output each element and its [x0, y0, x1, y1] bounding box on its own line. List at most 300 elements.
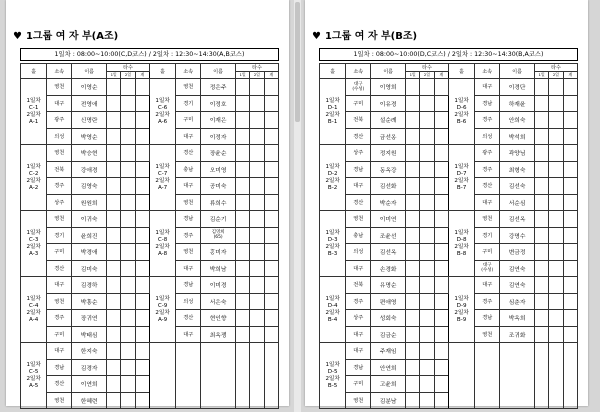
player-name: 이경단 — [500, 79, 535, 96]
player-region: 대구 — [176, 178, 201, 195]
schedule-bar: 1일차 : 08:00~10:00(C,D코스) / 2일차 : 12:30~14:30(A,B코스) — [20, 48, 279, 61]
player-name: 이정호 — [201, 95, 236, 112]
score-day2-cell[interactable] — [250, 260, 264, 277]
table-row — [320, 145, 578, 162]
score-day2-cell[interactable] — [420, 194, 434, 211]
score-total-cell[interactable] — [563, 211, 577, 228]
score-day1-cell[interactable] — [106, 260, 120, 277]
score-day2-cell[interactable] — [420, 95, 434, 112]
score-day2-cell[interactable] — [549, 211, 563, 228]
score-total-cell[interactable] — [135, 310, 149, 327]
col-header-group: 홀 — [448, 64, 474, 79]
score-day1-cell[interactable] — [235, 128, 249, 145]
score-day1-cell[interactable] — [106, 79, 120, 96]
player-name: 김선화 — [371, 178, 406, 195]
score-day1-cell[interactable] — [534, 145, 548, 162]
player-name: 김연숙 — [500, 277, 535, 294]
score-total-cell[interactable] — [135, 95, 149, 112]
score-day2-cell[interactable] — [549, 95, 563, 112]
score-day1-cell[interactable] — [235, 112, 249, 129]
score-day2-cell[interactable] — [250, 326, 264, 343]
empty-cell — [534, 343, 548, 409]
score-day1-cell[interactable] — [106, 178, 120, 195]
col-header-group: 홀 — [21, 64, 47, 79]
score-day2-cell[interactable] — [250, 293, 264, 310]
player-region: 경남 — [475, 310, 500, 327]
score-day1-cell[interactable] — [106, 128, 120, 145]
score-day1-cell[interactable] — [235, 260, 249, 277]
page-title — [312, 27, 417, 42]
player-name: 원원희 — [72, 194, 107, 211]
score-day2-cell[interactable] — [250, 244, 264, 261]
title-text: 1그룹 여 자 부(B조) — [324, 31, 418, 42]
score-day1-cell[interactable] — [235, 244, 249, 261]
score-day1-cell[interactable] — [106, 211, 120, 228]
player-name: 김경하 — [72, 277, 107, 294]
player-name: 김선옥 — [371, 244, 406, 261]
score-day2-cell[interactable] — [121, 277, 135, 294]
score-total-cell[interactable] — [264, 326, 278, 343]
player-region: 경주 — [475, 161, 500, 178]
score-day2-cell[interactable] — [250, 194, 264, 211]
score-day2-cell[interactable] — [549, 178, 563, 195]
score-day1-cell[interactable] — [106, 161, 120, 178]
hole-group-label: 1일차 C-9 2일차 A-9 — [149, 277, 175, 343]
score-day1-cell[interactable] — [534, 112, 548, 129]
score-day1-cell[interactable] — [534, 326, 548, 343]
empty-cell — [235, 343, 249, 409]
score-total-cell[interactable] — [434, 95, 448, 112]
score-total-cell[interactable] — [434, 376, 448, 393]
score-day2-cell[interactable] — [121, 145, 135, 162]
score-day2-cell[interactable] — [250, 277, 264, 294]
score-day2-cell[interactable] — [420, 128, 434, 145]
score-day2-cell[interactable] — [420, 211, 434, 228]
score-total-cell[interactable] — [563, 293, 577, 310]
score-total-cell[interactable] — [434, 211, 448, 228]
score-day1-cell[interactable] — [405, 343, 419, 360]
score-day2-cell[interactable] — [121, 178, 135, 195]
score-total-cell[interactable] — [135, 227, 149, 244]
score-total-cell[interactable] — [135, 194, 149, 211]
score-total-cell[interactable] — [563, 260, 577, 277]
player-name: 한혜련 — [72, 392, 107, 409]
score-total-cell[interactable] — [135, 161, 149, 178]
col-header-name: 이름 — [500, 64, 535, 79]
score-day2-cell[interactable] — [420, 145, 434, 162]
score-day2-cell[interactable] — [250, 145, 264, 162]
score-day2-cell[interactable] — [121, 211, 135, 228]
score-total-cell[interactable] — [434, 359, 448, 376]
score-total-cell[interactable] — [434, 112, 448, 129]
player-name: 한지숙 — [72, 343, 107, 360]
score-day1-cell[interactable] — [405, 227, 419, 244]
score-total-cell[interactable] — [264, 145, 278, 162]
score-day2-cell[interactable] — [121, 95, 135, 112]
score-total-cell[interactable] — [135, 343, 149, 360]
score-total-cell[interactable] — [135, 359, 149, 376]
score-total-cell[interactable] — [563, 310, 577, 327]
player-region: 대구 — [176, 128, 201, 145]
score-total-cell[interactable] — [264, 260, 278, 277]
score-day2-cell[interactable] — [121, 194, 135, 211]
player-region: 대구 (수성) — [475, 260, 500, 277]
col-header-name: 이름 — [371, 64, 406, 79]
player-name: 강명수 — [500, 227, 535, 244]
score-total-cell[interactable] — [434, 277, 448, 294]
player-name: 조윤선 — [371, 227, 406, 244]
score-day1-cell[interactable] — [106, 310, 120, 327]
score-total-cell[interactable] — [563, 194, 577, 211]
table-row — [21, 277, 279, 294]
score-total-cell[interactable] — [135, 112, 149, 129]
score-day2-cell[interactable] — [121, 227, 135, 244]
score-day2-cell[interactable] — [420, 260, 434, 277]
score-day2-cell[interactable] — [549, 79, 563, 96]
score-day2-cell[interactable] — [121, 244, 135, 261]
score-day2-cell[interactable] — [549, 293, 563, 310]
score-day1-cell[interactable] — [235, 79, 249, 96]
player-region: 전북 — [346, 112, 371, 129]
score-total-cell[interactable] — [434, 128, 448, 145]
player-region: 영천 — [47, 79, 72, 96]
player-name: 동옥강 — [371, 161, 406, 178]
col-header-name: 이름 — [201, 64, 236, 79]
score-total-cell[interactable] — [563, 112, 577, 129]
score-day2-cell[interactable] — [549, 277, 563, 294]
score-day2-cell[interactable] — [549, 194, 563, 211]
player-region: 영천 — [47, 145, 72, 162]
col-header-region: 소속 — [176, 64, 201, 79]
score-day1-cell[interactable] — [534, 293, 548, 310]
score-total-cell[interactable] — [264, 227, 278, 244]
heart-icon: ♥ — [13, 31, 22, 42]
score-day1-cell[interactable] — [106, 343, 120, 360]
score-day2-cell[interactable] — [250, 161, 264, 178]
score-day1-cell[interactable] — [405, 293, 419, 310]
score-day2-cell[interactable] — [549, 260, 563, 277]
player-region: 전북 — [346, 277, 371, 294]
player-region: 대구 — [346, 343, 371, 360]
score-day1-cell[interactable] — [405, 376, 419, 393]
table-row — [21, 145, 279, 162]
score-total-cell[interactable] — [563, 326, 577, 343]
page-left — [6, 0, 289, 406]
player-region: 구미 — [47, 326, 72, 343]
score-day2-cell[interactable] — [420, 310, 434, 327]
score-day2-cell[interactable] — [250, 95, 264, 112]
score-day1-cell[interactable] — [534, 310, 548, 327]
player-name: 심춘자 — [500, 293, 535, 310]
score-day1-cell[interactable] — [405, 194, 419, 211]
score-day2-cell[interactable] — [549, 227, 563, 244]
table-row — [320, 211, 578, 228]
score-day2-cell[interactable] — [250, 79, 264, 96]
score-total-cell[interactable] — [434, 145, 448, 162]
score-day1-cell[interactable] — [235, 145, 249, 162]
score-day2-cell[interactable] — [250, 211, 264, 228]
score-day1-cell[interactable] — [534, 244, 548, 261]
player-name: 이미경 — [201, 277, 236, 294]
score-day1-cell[interactable] — [405, 244, 419, 261]
score-day2-cell[interactable] — [121, 376, 135, 393]
score-day1-cell[interactable] — [534, 277, 548, 294]
score-total-cell[interactable] — [434, 260, 448, 277]
score-day1-cell[interactable] — [405, 392, 419, 409]
player-name: 윤희진 — [72, 227, 107, 244]
score-day2-cell[interactable] — [420, 277, 434, 294]
score-day1-cell[interactable] — [405, 128, 419, 145]
score-day1-cell[interactable] — [534, 161, 548, 178]
col-header-group: 홀 — [320, 64, 346, 79]
player-name: 손경화 — [371, 260, 406, 277]
score-day1-cell[interactable] — [405, 161, 419, 178]
score-day1-cell[interactable] — [106, 145, 120, 162]
score-total-cell[interactable] — [434, 244, 448, 261]
col-header-day1: 1일 — [106, 72, 120, 79]
score-day2-cell[interactable] — [420, 112, 434, 129]
score-total-cell[interactable] — [563, 95, 577, 112]
score-total-cell[interactable] — [434, 343, 448, 360]
score-day2-cell[interactable] — [420, 376, 434, 393]
score-day1-cell[interactable] — [106, 293, 120, 310]
score-total-cell[interactable] — [135, 326, 149, 343]
score-day1-cell[interactable] — [534, 260, 548, 277]
score-day1-cell[interactable] — [235, 227, 249, 244]
score-day2-cell[interactable] — [121, 161, 135, 178]
score-day2-cell[interactable] — [549, 310, 563, 327]
score-total-cell[interactable] — [135, 277, 149, 294]
table-row — [21, 79, 279, 96]
empty-cell — [563, 343, 577, 409]
score-day1-cell[interactable] — [106, 95, 120, 112]
score-day1-cell[interactable] — [106, 112, 120, 129]
player-name: 이연희 — [72, 376, 107, 393]
score-day1-cell[interactable] — [106, 277, 120, 294]
score-day1-cell[interactable] — [405, 260, 419, 277]
scroll-thumb[interactable] — [295, 2, 300, 122]
score-day1-cell[interactable] — [534, 194, 548, 211]
col-header-total: 계 — [563, 72, 577, 79]
score-total-cell[interactable] — [563, 128, 577, 145]
score-total-cell[interactable] — [264, 277, 278, 294]
score-day1-cell[interactable] — [534, 227, 548, 244]
player-name: 박승현 — [72, 145, 107, 162]
empty-cell — [448, 343, 474, 409]
score-total-cell[interactable] — [135, 178, 149, 195]
score-total-cell[interactable] — [264, 161, 278, 178]
score-total-cell[interactable] — [563, 227, 577, 244]
score-day2-cell[interactable] — [121, 326, 135, 343]
score-day1-cell[interactable] — [405, 145, 419, 162]
score-day2-cell[interactable] — [420, 359, 434, 376]
score-day1-cell[interactable] — [534, 128, 548, 145]
empty-cell — [176, 343, 201, 409]
score-day2-cell[interactable] — [121, 359, 135, 376]
score-total-cell[interactable] — [135, 260, 149, 277]
score-day2-cell[interactable] — [420, 79, 434, 96]
player-name: 전영애 — [72, 95, 107, 112]
score-total-cell[interactable] — [434, 178, 448, 195]
score-day1-cell[interactable] — [106, 359, 120, 376]
score-day1-cell[interactable] — [405, 112, 419, 129]
score-total-cell[interactable] — [434, 326, 448, 343]
score-total-cell[interactable] — [434, 293, 448, 310]
score-day2-cell[interactable] — [121, 260, 135, 277]
score-total-cell[interactable] — [434, 392, 448, 409]
schedule-bar: 1일차 : 08:00~10:00(D,C코스) / 2일차 : 12:30~14:30(B,A코스) — [319, 48, 578, 61]
player-name: 공미숙 — [201, 178, 236, 195]
score-day2-cell[interactable] — [250, 227, 264, 244]
score-day1-cell[interactable] — [106, 392, 120, 409]
player-name: 설순례 — [371, 112, 406, 129]
score-total-cell[interactable] — [563, 145, 577, 162]
scrollbar[interactable] — [294, 0, 301, 412]
score-day1-cell[interactable] — [235, 178, 249, 195]
score-day1-cell[interactable] — [405, 277, 419, 294]
score-total-cell[interactable] — [135, 244, 149, 261]
roster-table — [319, 63, 578, 409]
score-day2-cell[interactable] — [420, 293, 434, 310]
score-day1-cell[interactable] — [106, 227, 120, 244]
score-total-cell[interactable] — [264, 95, 278, 112]
score-day2-cell[interactable] — [420, 343, 434, 360]
player-name: 이영희 — [371, 79, 406, 96]
score-total-cell[interactable] — [563, 178, 577, 195]
score-day2-cell[interactable] — [549, 244, 563, 261]
score-total-cell[interactable] — [434, 310, 448, 327]
score-total-cell[interactable] — [135, 79, 149, 96]
score-day2-cell[interactable] — [420, 178, 434, 195]
player-region: 경주 — [346, 293, 371, 310]
score-total-cell[interactable] — [264, 194, 278, 211]
score-day1-cell[interactable] — [534, 95, 548, 112]
score-day2-cell[interactable] — [121, 112, 135, 129]
empty-cell — [549, 343, 563, 409]
score-day1-cell[interactable] — [235, 277, 249, 294]
score-day1-cell[interactable] — [405, 326, 419, 343]
score-day1-cell[interactable] — [235, 194, 249, 211]
score-total-cell[interactable] — [434, 161, 448, 178]
score-day1-cell[interactable] — [534, 79, 548, 96]
col-header-score: 타수 — [235, 64, 278, 72]
score-day2-cell[interactable] — [250, 178, 264, 195]
score-day1-cell[interactable] — [235, 161, 249, 178]
score-total-cell[interactable] — [563, 161, 577, 178]
score-total-cell[interactable] — [563, 277, 577, 294]
hole-group-label: 1일차 C-4 2일차 A-4 — [21, 277, 47, 343]
score-total-cell[interactable] — [264, 128, 278, 145]
score-day2-cell[interactable] — [420, 227, 434, 244]
score-day1-cell[interactable] — [405, 95, 419, 112]
score-day2-cell[interactable] — [549, 326, 563, 343]
player-name: 변금정 — [500, 244, 535, 261]
score-day1-cell[interactable] — [405, 211, 419, 228]
score-total-cell[interactable] — [135, 211, 149, 228]
score-day1-cell[interactable] — [405, 79, 419, 96]
col-header-total: 계 — [135, 72, 149, 79]
player-name: 류희수 — [201, 194, 236, 211]
player-region: 대구 — [346, 260, 371, 277]
hole-group-label: 1일차 D-9 2일차 B-9 — [448, 277, 474, 343]
score-total-cell[interactable] — [264, 293, 278, 310]
score-total-cell[interactable] — [264, 178, 278, 195]
score-day2-cell[interactable] — [121, 128, 135, 145]
player-name: 서순심 — [500, 194, 535, 211]
score-day1-cell[interactable] — [106, 326, 120, 343]
score-day2-cell[interactable] — [121, 392, 135, 409]
score-day2-cell[interactable] — [549, 128, 563, 145]
score-total-cell[interactable] — [135, 145, 149, 162]
score-day2-cell[interactable] — [420, 326, 434, 343]
player-region: 충남 — [176, 161, 201, 178]
score-total-cell[interactable] — [434, 79, 448, 96]
score-total-cell[interactable] — [135, 376, 149, 393]
score-total-cell[interactable] — [264, 211, 278, 228]
score-total-cell[interactable] — [135, 293, 149, 310]
score-day1-cell[interactable] — [235, 95, 249, 112]
score-total-cell[interactable] — [434, 194, 448, 211]
score-day2-cell[interactable] — [420, 244, 434, 261]
score-total-cell[interactable] — [135, 128, 149, 145]
player-region: 경주 — [176, 227, 201, 244]
score-day2-cell[interactable] — [121, 79, 135, 96]
player-name: 김순기 — [201, 211, 236, 228]
score-day1-cell[interactable] — [405, 178, 419, 195]
score-day2-cell[interactable] — [121, 310, 135, 327]
score-total-cell[interactable] — [264, 244, 278, 261]
score-day1-cell[interactable] — [235, 211, 249, 228]
score-day1-cell[interactable] — [235, 293, 249, 310]
score-total-cell[interactable] — [563, 79, 577, 96]
score-total-cell[interactable] — [264, 310, 278, 327]
score-total-cell[interactable] — [135, 392, 149, 409]
hole-group-label: 1일차 C-7 2일차 A-7 — [149, 145, 175, 211]
roster-table — [20, 63, 279, 409]
player-region: 상주 — [47, 194, 72, 211]
score-day2-cell[interactable] — [549, 145, 563, 162]
score-day2-cell[interactable] — [250, 112, 264, 129]
score-day2-cell[interactable] — [121, 293, 135, 310]
score-day2-cell[interactable] — [250, 128, 264, 145]
player-region: 광주 — [47, 112, 72, 129]
empty-cell — [149, 343, 175, 409]
score-day2-cell[interactable] — [549, 112, 563, 129]
score-day1-cell[interactable] — [235, 310, 249, 327]
score-total-cell[interactable] — [563, 244, 577, 261]
score-total-cell[interactable] — [434, 227, 448, 244]
score-day1-cell[interactable] — [534, 211, 548, 228]
hole-group-label: 1일차 D-5 2일차 B-5 — [320, 343, 346, 409]
player-region: 대구 — [475, 194, 500, 211]
player-name: 김경자 — [72, 359, 107, 376]
score-day2-cell[interactable] — [549, 161, 563, 178]
player-region: 상주 — [346, 145, 371, 162]
score-total-cell[interactable] — [264, 79, 278, 96]
score-day1-cell[interactable] — [405, 359, 419, 376]
score-day1-cell[interactable] — [106, 244, 120, 261]
score-day1-cell[interactable] — [235, 326, 249, 343]
score-day1-cell[interactable] — [106, 194, 120, 211]
score-day2-cell[interactable] — [121, 343, 135, 360]
score-day2-cell[interactable] — [420, 161, 434, 178]
score-day2-cell[interactable] — [250, 310, 264, 327]
score-day2-cell[interactable] — [420, 392, 434, 409]
score-day1-cell[interactable] — [106, 376, 120, 393]
score-day1-cell[interactable] — [405, 310, 419, 327]
score-total-cell[interactable] — [264, 112, 278, 129]
score-day1-cell[interactable] — [534, 178, 548, 195]
